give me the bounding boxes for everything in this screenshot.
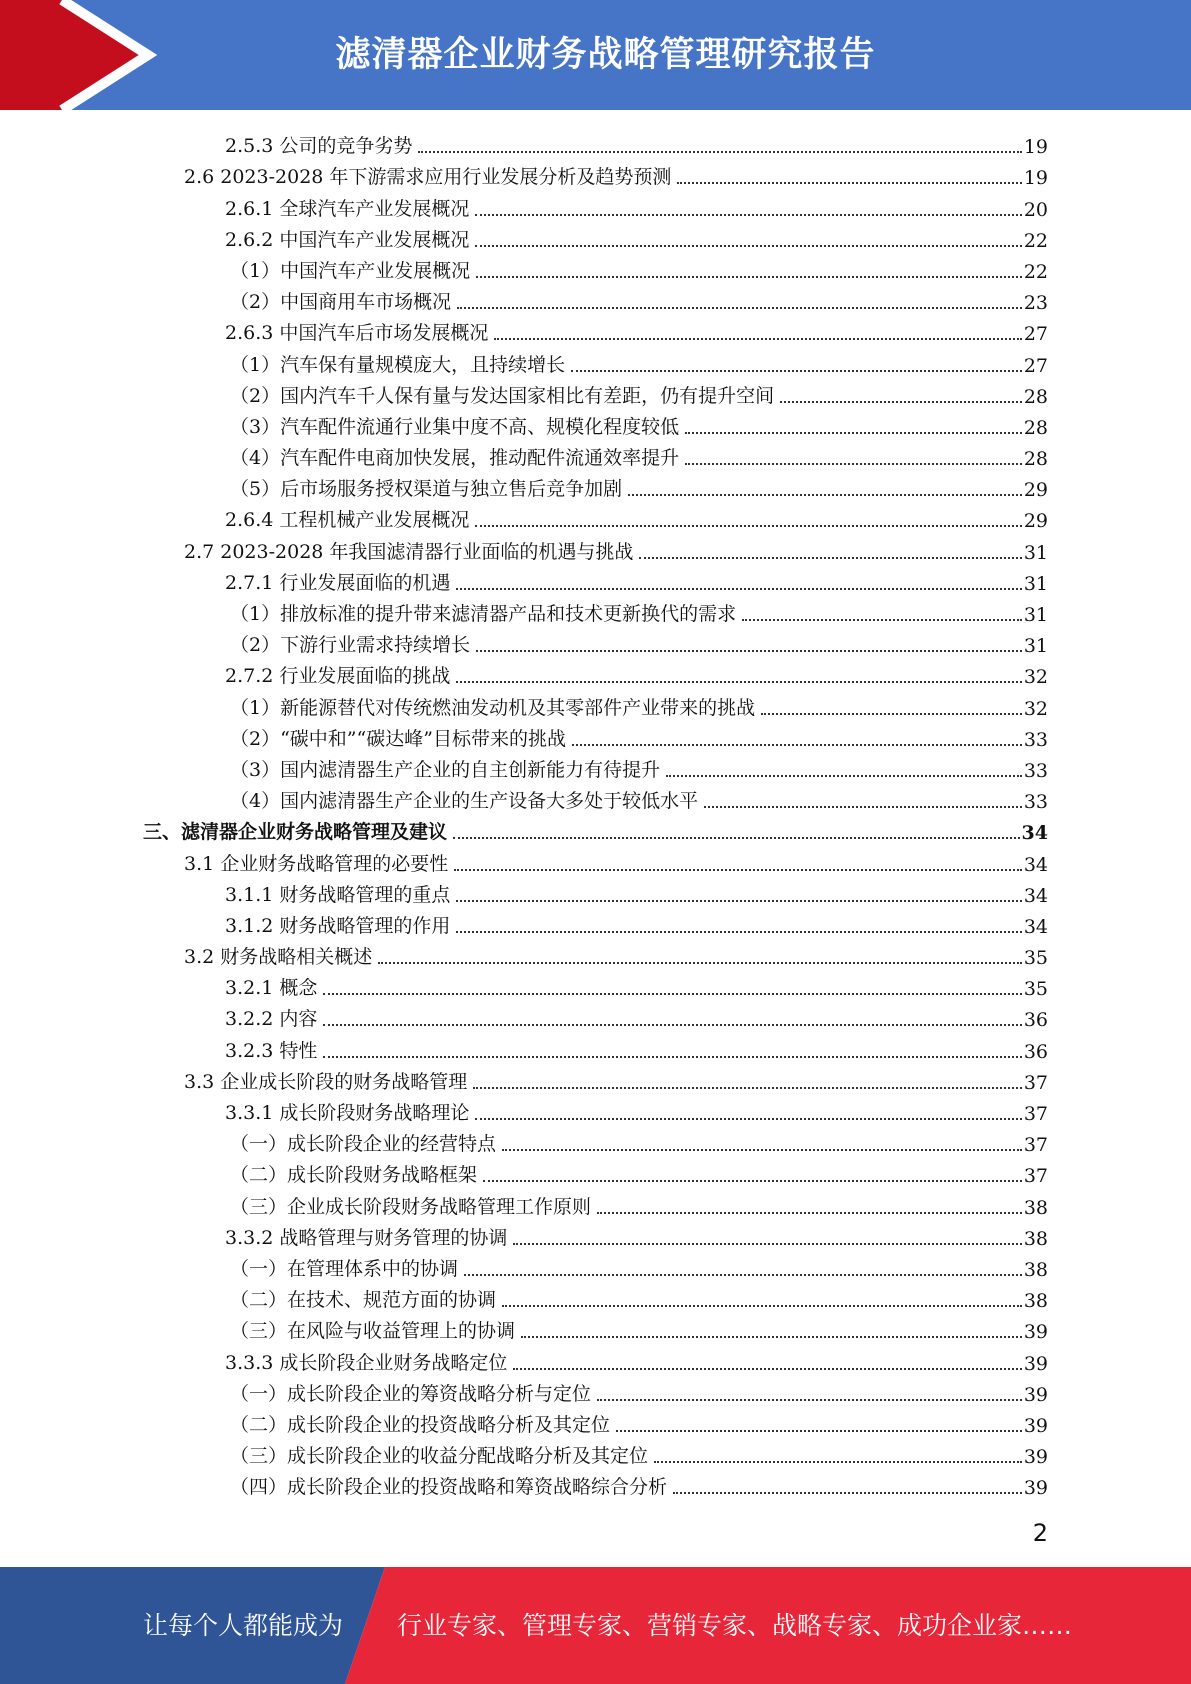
toc-dot-leader <box>616 1430 1022 1432</box>
toc-entry-page: 28 <box>1023 448 1048 471</box>
toc-entry[interactable] <box>0 408 1191 439</box>
toc-entry[interactable] <box>0 876 1191 907</box>
toc-dot-leader <box>513 1368 1021 1370</box>
toc-entry[interactable] <box>0 314 1191 345</box>
toc-dot-leader <box>571 370 1022 372</box>
toc-entry-title: 三、滤清器企业财务战略管理及建议 <box>143 821 448 844</box>
toc-entry[interactable] <box>0 1187 1191 1218</box>
toc-entry-title: （三）在风险与收益管理上的协调 <box>230 1320 516 1343</box>
toc-entry[interactable] <box>0 907 1191 938</box>
toc-entry-page: 37 <box>1023 1103 1048 1125</box>
toc-entry-page: 19 <box>1023 136 1048 159</box>
toc-entry-page: 37 <box>1023 1134 1048 1157</box>
toc-entry[interactable] <box>0 1250 1191 1281</box>
toc-entry-title: 2.6.4 工程机械产业发展概况 <box>225 509 470 532</box>
toc-entry-page: 23 <box>1023 292 1048 315</box>
toc-entry-title: （三）企业成长阶段财务战略管理工作原则 <box>230 1195 592 1218</box>
toc-entry-title: （四）成长阶段企业的投资战略和筹资战略综合分析 <box>230 1476 668 1499</box>
toc-entry[interactable] <box>0 1312 1191 1343</box>
toc-dot-leader <box>475 1118 1021 1120</box>
toc-entry-title: 2.6 2023-2028 年下游需求应用行业发展分析及趋势预测 <box>184 166 672 189</box>
toc-entry-title: （3）国内滤清器生产企业的自主创新能力有待提升 <box>230 758 661 781</box>
toc-entry[interactable] <box>0 564 1191 595</box>
toc-entry-title: 3.2.1 概念 <box>225 977 318 1000</box>
toc-entry-page: 39 <box>1023 1383 1048 1406</box>
toc-entry-title: （一）成长阶段企业的经营特点 <box>230 1133 497 1156</box>
toc-entry-title: （1）新能源替代对传统燃油发动机及其零部件产业带来的挑战 <box>230 696 756 719</box>
toc-entry[interactable] <box>0 1468 1191 1499</box>
footer-slogan-left: 让每个人都能成为 <box>143 1611 344 1640</box>
toc-entry-title: （4）汽车配件电商加快发展，推动配件流通效率提升 <box>230 447 680 470</box>
toc-entry-title: 3.3.2 战略管理与财务管理的协调 <box>225 1226 508 1249</box>
toc-entry-title: 3.2.2 内容 <box>225 1008 318 1031</box>
toc-entry[interactable] <box>0 813 1191 844</box>
toc-entry-title: 2.5.3 公司的竞争劣势 <box>225 135 413 158</box>
toc-entry[interactable] <box>0 688 1191 719</box>
toc-dot-leader <box>456 681 1021 683</box>
toc-entry-page: 38 <box>1023 1196 1048 1219</box>
toc-entry[interactable] <box>0 377 1191 408</box>
toc-entry-title: （一）成长阶段企业的筹资战略分析与定位 <box>230 1382 592 1405</box>
toc-entry[interactable] <box>0 1406 1191 1437</box>
toc-entry[interactable] <box>0 1031 1191 1062</box>
toc-entry[interactable] <box>0 470 1191 501</box>
footer-slogan-right: 行业专家、管理专家、营销专家、战略专家、成功企业家…… <box>397 1611 1073 1640</box>
toc-entry-page: 27 <box>1023 323 1048 346</box>
toc-entry-page: 34 <box>1023 884 1048 907</box>
footer-banner <box>0 1567 1191 1684</box>
toc-entry[interactable] <box>0 626 1191 657</box>
toc-entry-page: 32 <box>1023 666 1048 689</box>
toc-entry[interactable] <box>0 595 1191 626</box>
toc-dot-leader <box>475 525 1021 527</box>
toc-entry[interactable] <box>0 1219 1191 1250</box>
toc-entry-title: （三）成长阶段企业的收益分配战略分析及其定位 <box>230 1445 649 1468</box>
toc-dot-leader <box>761 713 1022 715</box>
toc-dot-leader <box>457 307 1022 309</box>
toc-entry[interactable] <box>0 1000 1191 1031</box>
toc-entry[interactable] <box>0 252 1191 283</box>
toc-dot-leader <box>473 1087 1022 1089</box>
toc-entry-page: 19 <box>1023 167 1048 190</box>
toc-entry-page: 35 <box>1023 947 1048 970</box>
toc-entry-title: （2）国内汽车千人保有量与发达国家相比有差距，仍有提升空间 <box>230 384 775 407</box>
toc-entry-page: 34 <box>1021 822 1048 845</box>
toc-dot-leader <box>454 869 1022 871</box>
toc-entry-page: 38 <box>1023 1290 1048 1313</box>
toc-entry[interactable] <box>0 969 1191 1000</box>
toc-entry-page: 35 <box>1023 978 1048 1001</box>
table-of-contents <box>0 127 1191 1499</box>
toc-dot-leader <box>453 837 1020 839</box>
toc-entry[interactable] <box>0 127 1191 158</box>
toc-dot-leader <box>476 650 1022 652</box>
toc-entry-page: 33 <box>1023 759 1048 782</box>
toc-entry-page: 34 <box>1023 853 1048 876</box>
toc-entry[interactable] <box>0 345 1191 376</box>
toc-entry[interactable] <box>0 657 1191 688</box>
toc-entry-title: 3.1.2 财务战略管理的作用 <box>225 914 451 937</box>
toc-entry-title: （3）汽车配件流通行业集中度不高、规模化程度较低 <box>230 415 680 438</box>
toc-dot-leader <box>677 182 1021 184</box>
toc-entry-title: 2.7.1 行业发展面临的机遇 <box>225 571 451 594</box>
toc-entry-title: （1）排放标准的提升带来滤清器产品和技术更新换代的需求 <box>230 603 737 625</box>
toc-entry-title: 2.7 2023-2028 年我国滤清器行业面临的机遇与挑战 <box>184 540 634 563</box>
toc-dot-leader <box>780 401 1022 403</box>
toc-dot-leader <box>494 338 1021 340</box>
toc-entry[interactable] <box>0 938 1191 969</box>
toc-dot-leader <box>685 432 1022 434</box>
toc-entry-title: 2.6.3 中国汽车后市场发展概况 <box>225 322 489 345</box>
toc-dot-leader <box>521 1336 1022 1338</box>
toc-entry-title: 3.3.1 成长阶段财务战略理论 <box>225 1102 470 1124</box>
toc-entry[interactable] <box>0 1343 1191 1374</box>
toc-dot-leader <box>742 619 1022 621</box>
toc-entry-title: （二）在技术、规范方面的协调 <box>230 1289 497 1312</box>
toc-entry[interactable] <box>0 532 1191 563</box>
toc-entry-title: （2）中国商用车市场概况 <box>230 291 452 314</box>
toc-dot-leader <box>475 214 1021 216</box>
toc-entry-title: 3.2.3 特性 <box>225 1039 318 1062</box>
toc-entry-title: （一）在管理体系中的协调 <box>230 1257 459 1280</box>
toc-entry-page: 32 <box>1023 697 1048 720</box>
toc-entry[interactable] <box>0 501 1191 532</box>
toc-entry[interactable] <box>0 720 1191 751</box>
toc-entry[interactable] <box>0 1375 1191 1406</box>
toc-dot-leader <box>476 276 1022 278</box>
toc-entry-page: 33 <box>1023 728 1048 751</box>
toc-entry-title: 3.3 企业成长阶段的财务战略管理 <box>184 1070 468 1093</box>
toc-dot-leader <box>456 931 1021 933</box>
toc-dot-leader <box>666 775 1022 777</box>
toc-entry-page: 20 <box>1023 198 1048 221</box>
toc-entry-page: 39 <box>1023 1414 1048 1437</box>
toc-entry[interactable] <box>0 189 1191 220</box>
toc-dot-leader <box>323 1024 1021 1026</box>
toc-entry-page: 29 <box>1023 479 1048 502</box>
toc-entry-title: （二）成长阶段企业的投资战略分析及其定位 <box>230 1413 611 1436</box>
toc-entry-page: 22 <box>1023 260 1048 283</box>
toc-entry[interactable] <box>0 1063 1191 1094</box>
toc-entry[interactable] <box>0 1437 1191 1468</box>
toc-entry[interactable] <box>0 782 1191 813</box>
toc-entry[interactable] <box>0 1094 1191 1125</box>
toc-entry-page: 38 <box>1023 1258 1048 1281</box>
toc-entry[interactable] <box>0 844 1191 875</box>
toc-entry-title: （2）下游行业需求持续增长 <box>230 634 471 657</box>
page-number: 2 <box>1032 1519 1048 1547</box>
toc-entry[interactable] <box>0 439 1191 470</box>
toc-entry-title: 2.6.1 全球汽车产业发展概况 <box>225 197 470 220</box>
toc-entry-page: 27 <box>1023 354 1048 377</box>
toc-entry-page: 28 <box>1023 416 1048 439</box>
toc-entry-page: 39 <box>1023 1477 1048 1500</box>
toc-entry-page: 39 <box>1023 1321 1048 1344</box>
toc-entry-title: （1）中国汽车产业发展概况 <box>230 259 471 282</box>
toc-entry-page: 36 <box>1023 1040 1048 1063</box>
toc-dot-leader <box>639 557 1021 559</box>
toc-entry-title: 3.1.1 财务战略管理的重点 <box>225 883 451 906</box>
toc-entry-page: 31 <box>1023 572 1048 595</box>
toc-entry-title: （二）成长阶段财务战略框架 <box>230 1164 478 1187</box>
toc-dot-leader <box>572 744 1022 746</box>
toc-entry-page: 28 <box>1023 385 1048 408</box>
toc-entry[interactable] <box>0 221 1191 252</box>
toc-entry-title: （2）“碳中和”“碳达峰”目标带来的挑战 <box>230 727 566 750</box>
toc-dot-leader <box>704 806 1022 808</box>
toc-entry[interactable] <box>0 1125 1191 1156</box>
toc-entry[interactable] <box>0 158 1191 189</box>
header-banner <box>0 0 1191 110</box>
toc-entry-title: 3.1 企业财务战略管理的必要性 <box>184 852 449 875</box>
report-title: 滤清器企业财务战略管理研究报告 <box>335 35 876 75</box>
toc-dot-leader <box>513 1243 1021 1245</box>
toc-dot-leader <box>502 1149 1022 1151</box>
toc-dot-leader <box>502 1305 1022 1307</box>
toc-dot-leader <box>673 1492 1022 1494</box>
toc-dot-leader <box>628 494 1022 496</box>
toc-entry-page: 29 <box>1023 510 1048 533</box>
toc-dot-leader <box>323 1056 1021 1058</box>
toc-dot-leader <box>597 1399 1022 1401</box>
toc-dot-leader <box>464 1274 1022 1276</box>
toc-dot-leader <box>483 1180 1022 1182</box>
toc-entry-page: 36 <box>1023 1009 1048 1032</box>
toc-entry-title: 3.2 财务战略相关概述 <box>184 946 373 969</box>
toc-dot-leader <box>323 993 1021 995</box>
toc-dot-leader <box>685 463 1022 465</box>
toc-entry-page: 31 <box>1023 604 1048 626</box>
toc-entry-title: 2.6.2 中国汽车产业发展概况 <box>225 228 470 251</box>
toc-entry-page: 38 <box>1023 1227 1048 1250</box>
toc-dot-leader <box>378 962 1022 964</box>
toc-entry-page: 33 <box>1023 791 1048 814</box>
toc-entry-page: 22 <box>1023 229 1048 252</box>
toc-entry-page: 31 <box>1023 541 1048 564</box>
toc-dot-leader <box>654 1461 1022 1463</box>
toc-entry-page: 37 <box>1023 1071 1048 1094</box>
toc-entry-page: 39 <box>1023 1446 1048 1469</box>
toc-entry-page: 31 <box>1023 635 1048 658</box>
toc-entry-title: 2.7.2 行业发展面临的挑战 <box>225 665 451 688</box>
toc-entry-title: （4）国内滤清器生产企业的生产设备大多处于较低水平 <box>230 790 699 813</box>
toc-entry-page: 37 <box>1023 1165 1048 1188</box>
toc-dot-leader <box>456 588 1021 590</box>
toc-entry[interactable] <box>0 751 1191 782</box>
toc-dot-leader <box>597 1212 1022 1214</box>
toc-entry[interactable] <box>0 283 1191 314</box>
toc-entry-title: 3.3.3 成长阶段企业财务战略定位 <box>225 1351 508 1374</box>
toc-entry-title: （5）后市场服务授权渠道与独立售后竞争加剧 <box>230 478 623 501</box>
toc-entry[interactable] <box>0 1281 1191 1312</box>
toc-dot-leader <box>456 900 1021 902</box>
toc-entry-title: （1）汽车保有量规模庞大，且持续增长 <box>230 353 566 376</box>
toc-dot-leader <box>475 245 1021 247</box>
toc-entry-page: 34 <box>1023 915 1048 938</box>
toc-entry-page: 39 <box>1023 1352 1048 1375</box>
toc-entry[interactable] <box>0 1156 1191 1187</box>
toc-dot-leader <box>418 151 1021 153</box>
